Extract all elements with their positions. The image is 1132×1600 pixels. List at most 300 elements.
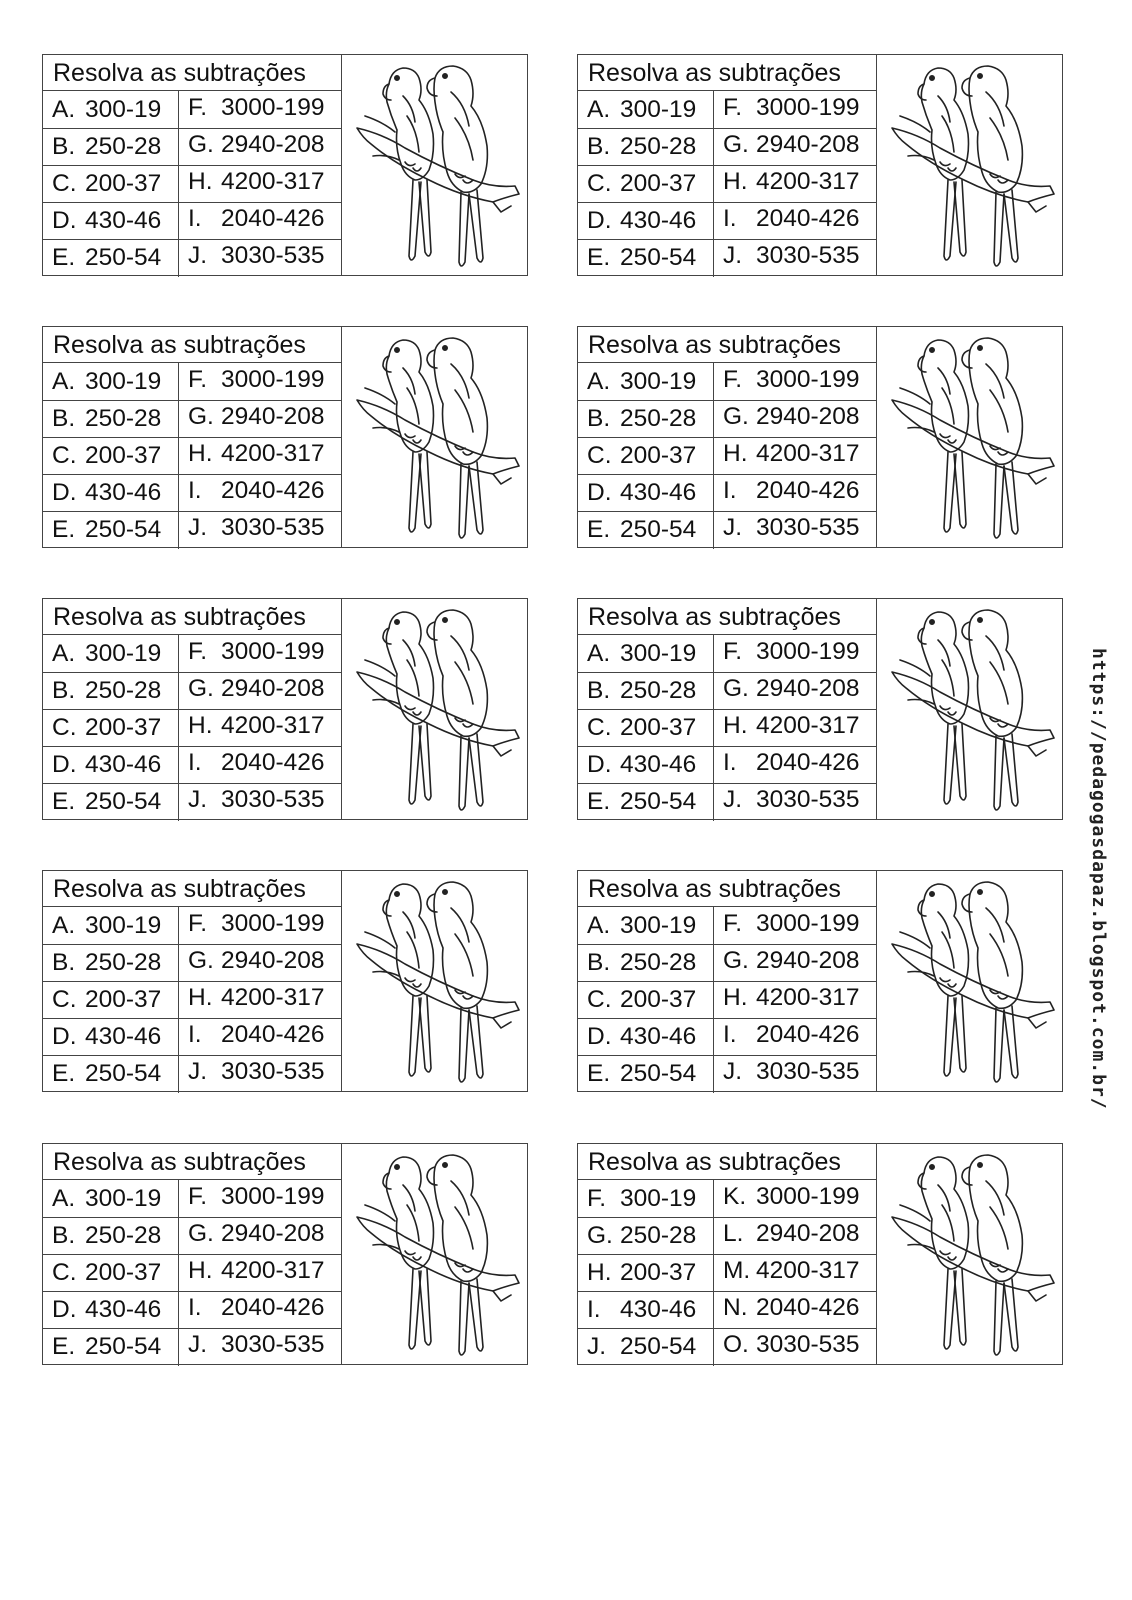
subtraction-expression: 3030-535 (756, 514, 860, 541)
item-letter: J. (188, 786, 208, 813)
item-letter: A. (52, 368, 76, 395)
subtraction-right-cell (179, 1053, 341, 1090)
item-letter: H. (587, 1259, 612, 1286)
item-letter: F. (723, 366, 743, 393)
subtraction-expression: 2940-208 (756, 403, 860, 430)
item-letter: G. (188, 131, 214, 158)
subtraction-right-cell (714, 781, 876, 818)
item-letter: E. (52, 1333, 76, 1360)
subtraction-left-cell (43, 1328, 178, 1365)
subtraction-right-cell (714, 200, 876, 237)
subtraction-expression: 200-37 (620, 714, 697, 741)
item-letter: H. (723, 712, 748, 739)
subtraction-expression: 430-46 (620, 207, 697, 234)
item-letter: B. (52, 133, 76, 160)
item-letter: H. (188, 1257, 213, 1284)
subtraction-expression: 200-37 (620, 986, 697, 1013)
subtraction-left-cell (578, 907, 713, 944)
item-letter: C. (52, 1259, 77, 1286)
item-letter: D. (587, 479, 612, 506)
subtraction-left-cell (578, 944, 713, 981)
subtraction-expression: 2940-208 (221, 947, 325, 974)
item-letter: C. (587, 714, 612, 741)
subtraction-expression: 200-37 (85, 1259, 162, 1286)
subtraction-expression: 3030-535 (756, 242, 860, 269)
item-letter: J. (188, 1331, 208, 1358)
subtraction-expression: 430-46 (620, 1023, 697, 1050)
subtraction-right-cell (714, 942, 876, 979)
subtraction-left-cell (43, 746, 178, 783)
item-letter: G. (188, 675, 214, 702)
subtraction-expression: 250-28 (620, 677, 697, 704)
subtraction-expression: 3000-199 (221, 1183, 325, 1210)
item-letter: A. (52, 1185, 76, 1212)
subtraction-expression: 4200-317 (756, 440, 860, 467)
subtraction-left-cell (43, 165, 178, 202)
subtraction-expression: 3000-199 (221, 910, 325, 937)
subtraction-expression: 3030-535 (221, 242, 325, 269)
parrots-illustration (343, 328, 527, 546)
item-letter: J. (723, 242, 743, 269)
subtraction-expression: 250-54 (85, 244, 162, 271)
item-letter: D. (587, 751, 612, 778)
item-letter: J. (723, 786, 743, 813)
subtraction-left-cell (43, 907, 178, 944)
subtraction-right-cell (714, 1178, 876, 1215)
subtraction-expression: 2040-426 (221, 477, 325, 504)
table-divider (341, 55, 342, 275)
subtraction-expression: 2040-426 (221, 205, 325, 232)
subtraction-expression: 3030-535 (756, 1331, 860, 1358)
subtraction-right-cell (714, 237, 876, 274)
item-letter: I. (587, 1296, 601, 1323)
subtraction-right-cell (179, 1016, 341, 1053)
item-letter: D. (52, 751, 77, 778)
item-letter: I. (723, 749, 737, 776)
subtraction-right-cell (714, 89, 876, 126)
subtraction-expression: 2940-208 (221, 131, 325, 158)
card-title: Resolva as subtrações (578, 327, 876, 363)
item-letter: J. (188, 242, 208, 269)
subtraction-expression: 300-19 (85, 96, 162, 123)
table-divider (876, 327, 877, 547)
item-letter: G. (723, 131, 749, 158)
parrots-illustration (878, 872, 1062, 1090)
subtraction-expression: 2940-208 (221, 675, 325, 702)
item-letter: B. (52, 1222, 76, 1249)
subtraction-expression: 3000-199 (756, 94, 860, 121)
item-letter: I. (723, 1021, 737, 1048)
card-title: Resolva as subtrações (43, 1144, 341, 1180)
item-letter: D. (587, 1023, 612, 1050)
subtraction-expression: 300-19 (85, 912, 162, 939)
subtraction-left-cell (578, 511, 713, 548)
subtraction-expression: 3030-535 (221, 514, 325, 541)
item-letter: B. (587, 405, 611, 432)
subtraction-expression: 4200-317 (221, 1257, 325, 1284)
subtraction-expression: 250-54 (620, 788, 697, 815)
subtraction-right-cell (179, 200, 341, 237)
subtraction-left-cell (578, 1180, 713, 1217)
item-letter: B. (52, 405, 76, 432)
item-letter: F. (723, 638, 743, 665)
item-letter: J. (723, 514, 743, 541)
item-letter: M. (723, 1257, 751, 1284)
subtraction-left-cell (43, 944, 178, 981)
exercise-card (42, 54, 528, 276)
subtraction-expression: 430-46 (620, 751, 697, 778)
item-letter: J. (188, 514, 208, 541)
item-letter: I. (188, 477, 202, 504)
source-watermark: https://pedagogasdapaz.blogspot.com.br/ (1088, 648, 1109, 1110)
item-letter: C. (52, 442, 77, 469)
subtraction-expression: 430-46 (85, 1023, 162, 1050)
subtraction-right-cell (714, 979, 876, 1016)
subtraction-expression: 3000-199 (221, 638, 325, 665)
subtraction-right-cell (714, 398, 876, 435)
subtraction-expression: 4200-317 (756, 168, 860, 195)
subtraction-left-cell (43, 635, 178, 672)
item-letter: B. (52, 677, 76, 704)
table-divider (341, 327, 342, 547)
subtraction-right-cell (714, 361, 876, 398)
subtraction-left-cell (43, 1018, 178, 1055)
parrots-illustration (878, 56, 1062, 274)
item-letter: A. (587, 640, 611, 667)
subtraction-expression: 2940-208 (756, 947, 860, 974)
subtraction-right-cell (179, 398, 341, 435)
subtraction-right-cell (714, 509, 876, 546)
exercise-card (577, 326, 1063, 548)
subtraction-expression: 200-37 (620, 170, 697, 197)
subtraction-expression: 250-54 (620, 1333, 697, 1360)
exercise-card (42, 870, 528, 1092)
subtraction-expression: 300-19 (620, 368, 697, 395)
item-letter: G. (587, 1222, 613, 1249)
subtraction-left-cell (43, 91, 178, 128)
subtraction-right-cell (714, 472, 876, 509)
exercise-card (577, 598, 1063, 820)
subtraction-left-cell (43, 981, 178, 1018)
subtraction-right-cell (714, 670, 876, 707)
item-letter: E. (52, 516, 76, 543)
subtraction-expression: 300-19 (85, 1185, 162, 1212)
item-letter: J. (587, 1333, 607, 1360)
item-letter: E. (52, 788, 76, 815)
subtraction-expression: 3000-199 (756, 366, 860, 393)
table-divider (341, 599, 342, 819)
subtraction-left-cell (578, 91, 713, 128)
subtraction-left-cell (578, 1254, 713, 1291)
subtraction-left-cell (43, 437, 178, 474)
subtraction-expression: 250-28 (85, 949, 162, 976)
card-title: Resolva as subtrações (578, 55, 876, 91)
item-letter: A. (52, 912, 76, 939)
subtraction-expression: 300-19 (85, 368, 162, 395)
subtraction-left-cell (578, 981, 713, 1018)
subtraction-expression: 2940-208 (756, 1220, 860, 1247)
subtraction-expression: 200-37 (85, 442, 162, 469)
subtraction-left-cell (43, 400, 178, 437)
subtraction-right-cell (714, 1016, 876, 1053)
subtraction-left-cell (578, 746, 713, 783)
item-letter: H. (723, 168, 748, 195)
subtraction-expression: 200-37 (85, 986, 162, 1013)
item-letter: F. (587, 1185, 607, 1212)
item-letter: A. (587, 368, 611, 395)
subtraction-right-cell (714, 435, 876, 472)
subtraction-right-cell (179, 126, 341, 163)
subtraction-right-cell (714, 1215, 876, 1252)
table-divider (876, 599, 877, 819)
exercise-card (42, 326, 528, 548)
subtraction-expression: 4200-317 (756, 1257, 860, 1284)
item-letter: B. (587, 677, 611, 704)
subtraction-left-cell (578, 1328, 713, 1365)
subtraction-right-cell (714, 744, 876, 781)
subtraction-expression: 250-28 (85, 677, 162, 704)
exercise-card (42, 1143, 528, 1365)
subtraction-expression: 250-28 (620, 1222, 697, 1249)
subtraction-right-cell (179, 89, 341, 126)
subtraction-left-cell (43, 511, 178, 548)
parrots-illustration (343, 872, 527, 1090)
subtraction-left-cell (43, 783, 178, 820)
subtraction-right-cell (179, 781, 341, 818)
item-letter: H. (188, 712, 213, 739)
subtraction-expression: 2040-426 (756, 205, 860, 232)
item-letter: D. (587, 207, 612, 234)
subtraction-expression: 4200-317 (221, 984, 325, 1011)
item-letter: C. (587, 170, 612, 197)
table-divider (876, 1144, 877, 1364)
item-letter: F. (188, 1183, 208, 1210)
subtraction-expression: 250-54 (85, 516, 162, 543)
item-letter: C. (52, 714, 77, 741)
card-title: Resolva as subtrações (578, 1144, 876, 1180)
item-letter: F. (188, 638, 208, 665)
subtraction-left-cell (43, 474, 178, 511)
subtraction-right-cell (179, 1215, 341, 1252)
item-letter: E. (587, 1060, 611, 1087)
subtraction-left-cell (43, 239, 178, 276)
item-letter: I. (188, 205, 202, 232)
subtraction-right-cell (714, 126, 876, 163)
subtraction-expression: 3000-199 (221, 94, 325, 121)
item-letter: A. (587, 96, 611, 123)
item-letter: C. (52, 986, 77, 1013)
parrots-illustration (878, 1145, 1062, 1363)
subtraction-left-cell (578, 783, 713, 820)
subtraction-left-cell (578, 709, 713, 746)
subtraction-left-cell (43, 1291, 178, 1328)
subtraction-expression: 4200-317 (756, 712, 860, 739)
item-letter: G. (188, 403, 214, 430)
item-letter: G. (723, 947, 749, 974)
subtraction-expression: 430-46 (85, 1296, 162, 1323)
subtraction-right-cell (714, 905, 876, 942)
item-letter: H. (723, 984, 748, 1011)
subtraction-expression: 250-28 (620, 133, 697, 160)
subtraction-expression: 200-37 (620, 442, 697, 469)
subtraction-expression: 2040-426 (756, 749, 860, 776)
subtraction-expression: 300-19 (620, 96, 697, 123)
subtraction-expression: 2940-208 (221, 403, 325, 430)
subtraction-left-cell (43, 709, 178, 746)
subtraction-expression: 3000-199 (756, 1183, 860, 1210)
item-letter: F. (723, 94, 743, 121)
subtraction-left-cell (578, 672, 713, 709)
subtraction-left-cell (578, 474, 713, 511)
card-title: Resolva as subtrações (43, 871, 341, 907)
item-letter: E. (587, 244, 611, 271)
item-letter: F. (723, 910, 743, 937)
item-letter: D. (52, 207, 77, 234)
item-letter: C. (52, 170, 77, 197)
item-letter: A. (52, 96, 76, 123)
subtraction-expression: 250-54 (85, 1060, 162, 1087)
item-letter: N. (723, 1294, 748, 1321)
item-letter: G. (723, 675, 749, 702)
item-letter: J. (188, 1058, 208, 1085)
subtraction-expression: 250-54 (85, 788, 162, 815)
subtraction-expression: 430-46 (85, 207, 162, 234)
subtraction-left-cell (578, 1217, 713, 1254)
item-letter: G. (188, 947, 214, 974)
subtraction-right-cell (714, 633, 876, 670)
item-letter: H. (188, 984, 213, 1011)
subtraction-expression: 300-19 (85, 640, 162, 667)
subtraction-right-cell (179, 1178, 341, 1215)
subtraction-expression: 2940-208 (221, 1220, 325, 1247)
exercise-card (42, 598, 528, 820)
subtraction-expression: 200-37 (85, 714, 162, 741)
item-letter: O. (723, 1331, 749, 1358)
item-letter: I. (723, 477, 737, 504)
subtraction-expression: 200-37 (620, 1259, 697, 1286)
item-letter: E. (52, 1060, 76, 1087)
item-letter: I. (188, 1021, 202, 1048)
item-letter: A. (587, 912, 611, 939)
subtraction-left-cell (43, 672, 178, 709)
subtraction-expression: 430-46 (620, 479, 697, 506)
item-letter: I. (188, 749, 202, 776)
subtraction-left-cell (578, 128, 713, 165)
subtraction-left-cell (43, 363, 178, 400)
subtraction-right-cell (179, 670, 341, 707)
subtraction-expression: 300-19 (620, 1185, 697, 1212)
subtraction-left-cell (578, 363, 713, 400)
subtraction-left-cell (578, 437, 713, 474)
item-letter: F. (188, 910, 208, 937)
subtraction-left-cell (578, 1055, 713, 1092)
parrots-illustration (343, 56, 527, 274)
subtraction-right-cell (179, 1326, 341, 1363)
item-letter: I. (723, 205, 737, 232)
subtraction-expression: 2040-426 (221, 749, 325, 776)
item-letter: F. (188, 94, 208, 121)
subtraction-expression: 250-28 (620, 949, 697, 976)
subtraction-right-cell (179, 633, 341, 670)
subtraction-left-cell (43, 1254, 178, 1291)
item-letter: G. (723, 403, 749, 430)
subtraction-right-cell (714, 1252, 876, 1289)
item-letter: E. (587, 788, 611, 815)
subtraction-expression: 3000-199 (756, 638, 860, 665)
exercise-card (577, 1143, 1063, 1365)
item-letter: F. (188, 366, 208, 393)
item-letter: H. (723, 440, 748, 467)
item-letter: C. (587, 442, 612, 469)
table-divider (341, 1144, 342, 1364)
item-letter: H. (188, 168, 213, 195)
card-title: Resolva as subtrações (43, 327, 341, 363)
item-letter: D. (52, 1023, 77, 1050)
item-letter: D. (52, 1296, 77, 1323)
subtraction-expression: 250-54 (620, 1060, 697, 1087)
subtraction-right-cell (179, 237, 341, 274)
item-letter: G. (188, 1220, 214, 1247)
subtraction-expression: 4200-317 (221, 440, 325, 467)
item-letter: C. (587, 986, 612, 1013)
subtraction-expression: 2040-426 (756, 477, 860, 504)
exercise-card (577, 54, 1063, 276)
card-title: Resolva as subtrações (578, 871, 876, 907)
table-divider (341, 871, 342, 1091)
subtraction-right-cell (179, 163, 341, 200)
item-letter: I. (188, 1294, 202, 1321)
subtraction-right-cell (179, 472, 341, 509)
parrots-illustration (343, 1145, 527, 1363)
item-letter: B. (52, 949, 76, 976)
subtraction-expression: 4200-317 (756, 984, 860, 1011)
subtraction-expression: 2040-426 (756, 1294, 860, 1321)
card-title: Resolva as subtrações (43, 55, 341, 91)
subtraction-expression: 200-37 (85, 170, 162, 197)
subtraction-right-cell (179, 707, 341, 744)
subtraction-right-cell (179, 905, 341, 942)
subtraction-left-cell (578, 1291, 713, 1328)
subtraction-right-cell (714, 163, 876, 200)
subtraction-expression: 2040-426 (221, 1294, 325, 1321)
subtraction-expression: 3030-535 (221, 1058, 325, 1085)
item-letter: B. (587, 133, 611, 160)
subtraction-right-cell (179, 509, 341, 546)
subtraction-expression: 2040-426 (756, 1021, 860, 1048)
subtraction-expression: 3030-535 (756, 786, 860, 813)
subtraction-expression: 2940-208 (756, 131, 860, 158)
item-letter: H. (188, 440, 213, 467)
subtraction-expression: 3000-199 (221, 366, 325, 393)
subtraction-left-cell (578, 239, 713, 276)
subtraction-expression: 250-28 (85, 1222, 162, 1249)
subtraction-left-cell (578, 202, 713, 239)
subtraction-right-cell (714, 1289, 876, 1326)
subtraction-left-cell (578, 400, 713, 437)
subtraction-expression: 250-28 (85, 405, 162, 432)
subtraction-right-cell (179, 744, 341, 781)
subtraction-expression: 3030-535 (221, 1331, 325, 1358)
item-letter: L. (723, 1220, 744, 1247)
subtraction-right-cell (179, 1252, 341, 1289)
subtraction-left-cell (43, 128, 178, 165)
item-letter: D. (52, 479, 77, 506)
subtraction-expression: 2040-426 (221, 1021, 325, 1048)
subtraction-expression: 300-19 (620, 640, 697, 667)
subtraction-expression: 300-19 (620, 912, 697, 939)
subtraction-expression: 250-54 (620, 516, 697, 543)
subtraction-expression: 3030-535 (221, 786, 325, 813)
